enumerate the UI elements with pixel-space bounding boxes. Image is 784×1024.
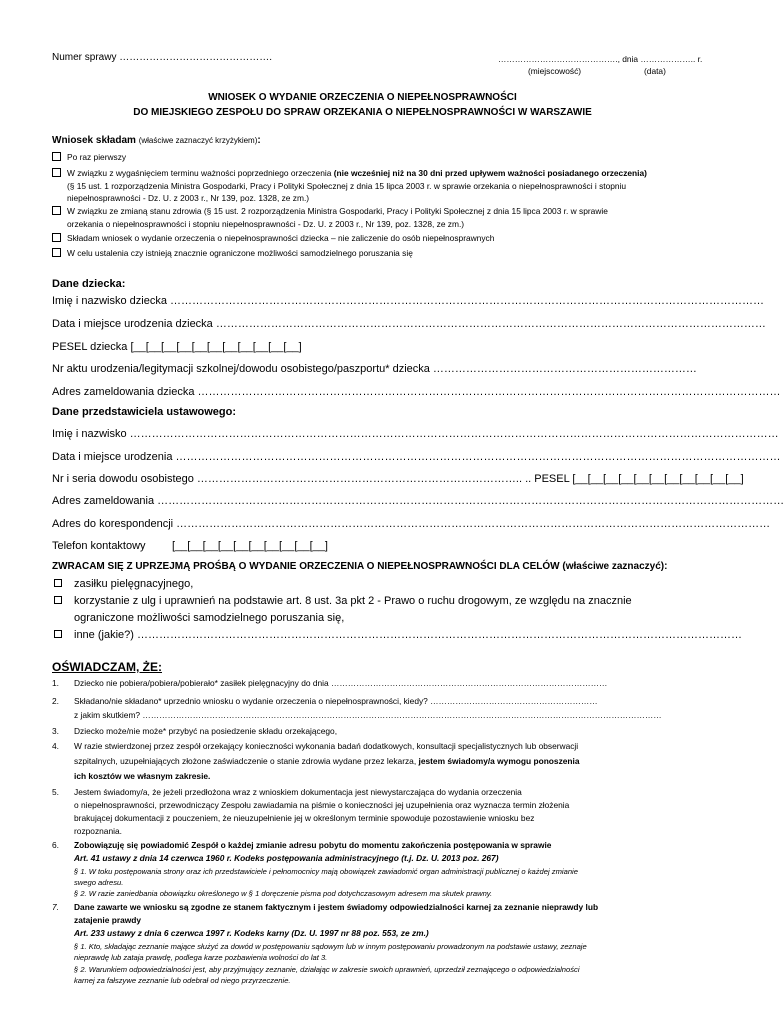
declaration-costs-line2: szpitalnych, uzupełniających złożone zaświadczenie o stanie zdrowia wydane przez lekarza, jestem świadomy/a wymogu ponoszenia <box>74 756 580 766</box>
declaration-heading: OŚWIADCZAM, ŻE: <box>52 660 162 674</box>
declaration-address-obligation: Zobowiązuję się powiadomić Zespół o każdej zmianie adresu pobytu do momentu zakończenia postępowania w sprawie <box>74 840 552 850</box>
purpose-option-traffic-law[interactable]: korzystanie z ulg i uprawnień na podstawie art. 8 ust. 3a pkt 2 - Prawo o ruchu drogowym, ze względu na znacznie <box>54 595 632 607</box>
declaration-documents-line2: o niepełnosprawności, przewodniczący Zespołu zawiadamia na piśmie o konieczności jej uzupełnienia oraz wyznacza termin złożenia <box>74 800 570 810</box>
place-date-field[interactable]: ……………………………………., dnia ……………….. r. <box>498 54 703 64</box>
page-subtitle: DO MIEJSKIEGO ZESPOŁU DO SPRAW ORZEKANIA O NIEPEŁNOSPRAWNOŚCI W WARSZAWIE <box>133 107 592 118</box>
purpose-heading: ZWRACAM SIĘ Z UPRZEJMĄ PROŚBĄ O WYDANIE ORZECZENIA O NIEPEŁNOSPRAWNOŚCI DLA CELÓW (właściwe zaznaczyć): <box>52 561 668 572</box>
child-name-field[interactable]: Imię i nazwisko dziecka ……………………………………………………………………………………………………………………………………………… <box>52 295 764 307</box>
declaration-costs-line1: W razie stwierdzonej przez zespół orzekający konieczności wykonania badań dodatkowych, konsultacji specjalistycznych lub obserwacji <box>74 741 579 751</box>
declaration-previous-request-field[interactable]: Składano/nie składano* uprzednio wniosku o wydanie orzeczenia o niepełnosprawności, kiedy? …………………………………………………… <box>74 696 598 706</box>
checkbox[interactable] <box>52 168 61 177</box>
purpose-option-care-allowance[interactable]: zasiłku pielęgnacyjnego, <box>54 578 193 590</box>
checkbox[interactable] <box>52 152 61 161</box>
guardian-birth-field[interactable]: Data i miejsce urodzenia ………………………………………………………………………………………………………………………………………………… <box>52 451 781 463</box>
page-title: WNIOSEK O WYDANIE ORZECZENIA O NIEPEŁNOSPRAWNOŚCI <box>208 92 517 103</box>
declaration-truth-par2: § 2. Warunkiem odpowiedzialności jest, aby przyjmujący zeznanie, działając w zakresie swoich uprawnień, uprzedził zeznającego o odpowiedzialności <box>74 965 580 974</box>
declaration-truth-par2-cont: karnej za fałszywe zeznanie lub odebrał od niego przyrzeczenie. <box>74 976 291 985</box>
declaration-previous-result-field[interactable]: z jakim skutkiem? …………………………………………………………………………………………………………………………………………………………………… <box>74 710 662 720</box>
request-option-expiry-line3: niepełnosprawności - Dz. U. z 2003 r., Nr 139, poz. 1328, ze zm.) <box>67 193 310 203</box>
request-option-mobility[interactable]: W celu ustalenia czy istnieją znacznie ograniczone możliwości samodzielnego poruszania się <box>52 248 413 258</box>
declaration-truth-law: Art. 233 ustawy z dnia 6 czerwca 1997 r. Kodeks karny (Dz. U. 1997 nr 88 poz. 553, ze zm.) <box>74 928 429 938</box>
checkbox[interactable] <box>54 579 62 587</box>
checkbox[interactable] <box>52 206 61 215</box>
request-option-expiry[interactable]: W związku z wygaśnięciem terminu ważności poprzedniego orzeczenia (nie wcześniej niż na 30 dni przed upływem ważności posiadanego orzeczenia) <box>52 168 647 178</box>
declaration-attendance: Dziecko może/nie może* przybyć na posiedzenie składu orzekającego, <box>74 726 338 736</box>
declaration-address-par1-cont: swego adresu. <box>74 878 124 887</box>
request-option-health-change[interactable]: W związku ze zmianą stanu zdrowia (§ 15 ust. 2 rozporządzenia Ministra Gospodarki, Pracy i Polityki Społecznej z dnia 15 lipca 2003 r. w sprawie <box>52 206 608 216</box>
checkbox[interactable] <box>54 596 62 604</box>
item-number: 2. <box>52 696 59 706</box>
child-heading: Dane dziecka: <box>52 278 126 290</box>
child-birth-field[interactable]: Data i miejsce urodzenia dziecka …………………………………………………………………………………………………………………………………… <box>52 318 766 330</box>
case-number-field[interactable]: Numer sprawy ………………………………………. <box>52 52 273 63</box>
declaration-documents-line4: rozpoznania. <box>74 826 122 836</box>
guardian-phone-field[interactable]: [__[__[__[__[__[__[__[__[__[__] <box>172 540 328 552</box>
guardian-heading: Dane przedstawiciela ustawowego: <box>52 406 236 418</box>
item-number: 7. <box>52 902 59 912</box>
purpose-option-traffic-law-line2: ograniczone możliwości samodzielnego poruszania się, <box>74 612 345 624</box>
checkbox[interactable] <box>52 233 61 242</box>
request-option-first[interactable]: Po raz pierwszy <box>52 152 126 162</box>
guardian-name-field[interactable]: Imię i nazwisko …………………………………………………………………………………………………………………………………………………………… <box>52 428 779 440</box>
item-number: 4. <box>52 741 59 751</box>
declaration-address-law: Art. 41 ustawy z dnia 14 czerwca 1960 r. Kodeks postępowania administracyjnego (t.j. Dz. U. 2013 poz. 267) <box>74 853 499 863</box>
item-number: 5. <box>52 787 59 797</box>
declaration-truth-line1: Dane zawarte we wniosku są zgodne ze stanem faktycznym i jestem świadomy odpowiedzialności karnej za zeznanie nieprawdy lub <box>74 902 599 912</box>
item-number: 6. <box>52 840 59 850</box>
guardian-address-field[interactable]: Adres zameldowania ……………………………………………………………………………………………………………………………………………………… <box>52 495 784 507</box>
request-option-health-change-line2: orzekania o niepełnosprawności i stopniu niepełnosprawności - Dz. U. z 2003 r., Nr 139, poz. 1328, ze zm.) <box>67 219 465 229</box>
declaration-address-par2: § 2. W razie zaniedbania obowiązku określonego w § 1 doręczenie pisma pod dotychczasowym adresem ma skutek prawny. <box>74 889 493 898</box>
declaration-truth-par1: § 1. Kto, składając zeznanie mające służyć za dowód w postępowaniu sądowym lub w innym postępowaniu prowadzonym na podstawie ustawy, zeznaje <box>74 942 587 951</box>
checkbox[interactable] <box>52 248 61 257</box>
declaration-truth-line2: zatajenie prawdy <box>74 915 142 925</box>
checkbox[interactable] <box>54 630 62 638</box>
child-pesel-field[interactable]: PESEL dziecka [__[__[__[__[__[__[__[__[__[__[__] <box>52 341 302 353</box>
date-label: (data) <box>644 66 666 76</box>
child-address-field[interactable]: Adres zameldowania dziecka …………………………………………………………………………………………………………………………………………… <box>52 386 781 398</box>
declaration-costs-line3: ich kosztów we własnym zakresie. <box>74 771 211 781</box>
declaration-allowance-field[interactable]: Dziecko nie pobiera/pobiera/pobierało* zasiłek pielęgnacyjny do dnia ……………………………………………………………………………………… <box>74 678 608 688</box>
declaration-truth-par1-cont: nieprawdę lub zataja prawdę, podlega karze pozbawienia wolności do lat 3. <box>74 953 328 962</box>
purpose-option-other[interactable]: inne (jakie?) ………………………………………………………………………………………………………………………………………………… <box>54 629 676 641</box>
item-number: 3. <box>52 726 59 736</box>
guardian-correspondence-field[interactable]: Adres do korespondencji ……………………………………………………………………………………………………………………………………………… <box>52 518 771 530</box>
item-number: 1. <box>52 678 59 688</box>
request-option-expiry-line2: (§ 15 ust. 1 rozporządzenia Ministra Gospodarki, Pracy i Polityki Społecznej z dnia 15 lipca 2003 r. w sprawie orzekania o niepełnosprawności i stopniu <box>67 181 627 191</box>
guardian-id-pesel-field[interactable]: Nr i seria dowodu osobistego …………………………………………………………………………….. .. PESEL [__[__[__[__[__[__[__[__[__[__[__] <box>52 473 744 485</box>
child-document-field[interactable]: Nr aktu urodzenia/legitymacji szkolnej/dowodu osobistego/paszportu* dziecka ……………………………………………………………… <box>52 363 697 375</box>
request-option-child-not-disabled[interactable]: Składam wniosek o wydanie orzeczenia o niepełnosprawności dziecka – nie zaliczenie do osób niepełnosprawnych <box>52 233 494 243</box>
declaration-address-par1: § 1. W toku postępowania strony oraz ich przedstawiciele i pełnomocnicy mają obowiązek zawiadomić organ administracji publicznej o każdej zmianie <box>74 867 578 876</box>
place-label: (miejscowość) <box>528 66 582 76</box>
declaration-documents-line1: Jestem świadomy/a, że jeżeli przedłożona wraz z wnioskiem dokumentacja jest niewystarczająca do wydania orzeczenia <box>74 787 522 797</box>
guardian-phone-label: Telefon kontaktowy <box>52 540 146 552</box>
declaration-documents-line3: brakującej dokumentacji z pouczeniem, że nieuzupełnienie jej w określonym terminie spowoduje pozostawienie wniosku bez <box>74 813 535 823</box>
request-heading: Wniosek składam (właściwe zaznaczyć krzyżykiem): <box>52 135 261 146</box>
